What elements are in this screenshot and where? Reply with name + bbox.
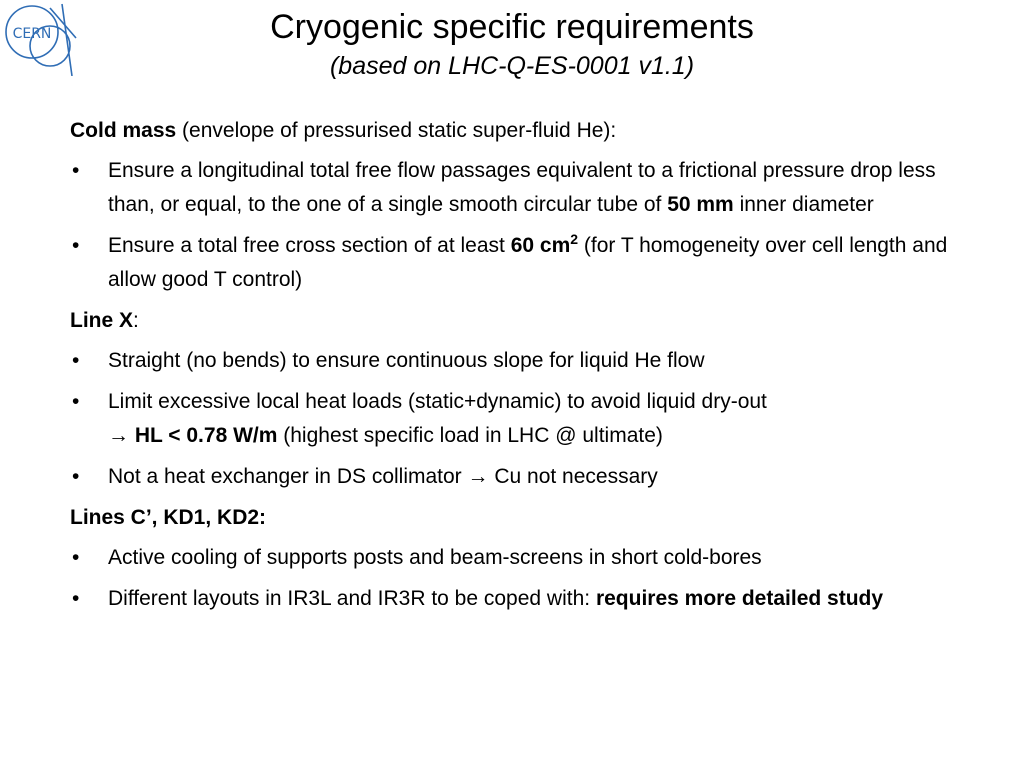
bullet-icon: • <box>72 349 80 372</box>
bullet-bold: HL < 0.78 W/m <box>129 424 278 447</box>
bullet-text: Active cooling of supports posts and beam-screens in short cold-bores <box>108 546 762 569</box>
bullet-text: (highest specific load in LHC @ ultimate) <box>277 424 663 447</box>
logo-text: CERN <box>12 26 52 42</box>
bullet-icon: • <box>72 546 80 569</box>
heading-rest: (envelope of pressurised static super-fluid He): <box>176 119 617 142</box>
bullet-icon: • <box>72 390 80 413</box>
section-heading-cold-mass <box>70 114 970 148</box>
arrow-right-icon: → <box>467 465 489 488</box>
list-item <box>70 154 970 222</box>
title-sub: (based on LHC-Q-ES-0001 v1.1) <box>329 52 695 80</box>
list-item <box>70 344 970 378</box>
heading-bold: Lines C’, KD1, KD2: <box>70 506 267 529</box>
bullet-list <box>70 344 970 494</box>
list-item <box>70 229 970 297</box>
list-item <box>70 385 970 453</box>
bullet-icon: • <box>72 587 80 610</box>
bullet-icon: • <box>72 159 80 182</box>
section-heading-lines-c-kd <box>70 501 970 535</box>
bullet-bold-text: 60 cm <box>510 234 571 257</box>
heading-bold: Cold mass <box>70 119 177 142</box>
list-item <box>70 541 970 575</box>
bullet-text: Cu not necessary <box>488 465 658 488</box>
heading-bold: Line X <box>70 309 134 332</box>
bullet-bold <box>510 231 579 257</box>
heading-rest: : <box>133 309 139 332</box>
list-item <box>70 460 970 494</box>
bullet-icon: • <box>72 465 80 488</box>
bullet-text: Not a heat exchanger in DS collimator <box>108 465 468 488</box>
slide-title <box>0 4 1024 82</box>
bullet-list <box>70 154 970 297</box>
bullet-text: Different layouts in IR3L and IR3R to be coped with: <box>108 587 596 610</box>
bullet-list <box>70 541 970 616</box>
bullet-text: Ensure a total free cross section of at least <box>108 234 511 257</box>
bullet-text: Straight (no bends) to ensure continuous slope for liquid He flow <box>108 349 705 372</box>
bullet-text: Limit excessive local heat loads (static+dynamic) to avoid liquid dry-out <box>108 390 767 413</box>
title-main: Cryogenic specific requirements <box>270 8 754 46</box>
slide-content <box>70 114 970 623</box>
arrow-right-icon: → <box>108 424 129 447</box>
list-item <box>70 582 970 616</box>
superscript: 2 <box>570 231 579 247</box>
bullet-text: (for T homogeneity over cell length and allow good T control) <box>108 234 948 291</box>
bullet-icon: • <box>72 234 80 257</box>
bullet-bold: requires more detailed study <box>595 587 884 610</box>
bullet-text: Ensure a longitudinal total free flow passages equivalent to a frictional pressure drop less than, or equal, to the one of a single smooth circular tube of <box>108 159 936 216</box>
bullet-text: inner diameter <box>733 193 874 216</box>
bullet-bold: 50 mm <box>667 193 734 216</box>
section-heading-line-x <box>70 304 970 338</box>
